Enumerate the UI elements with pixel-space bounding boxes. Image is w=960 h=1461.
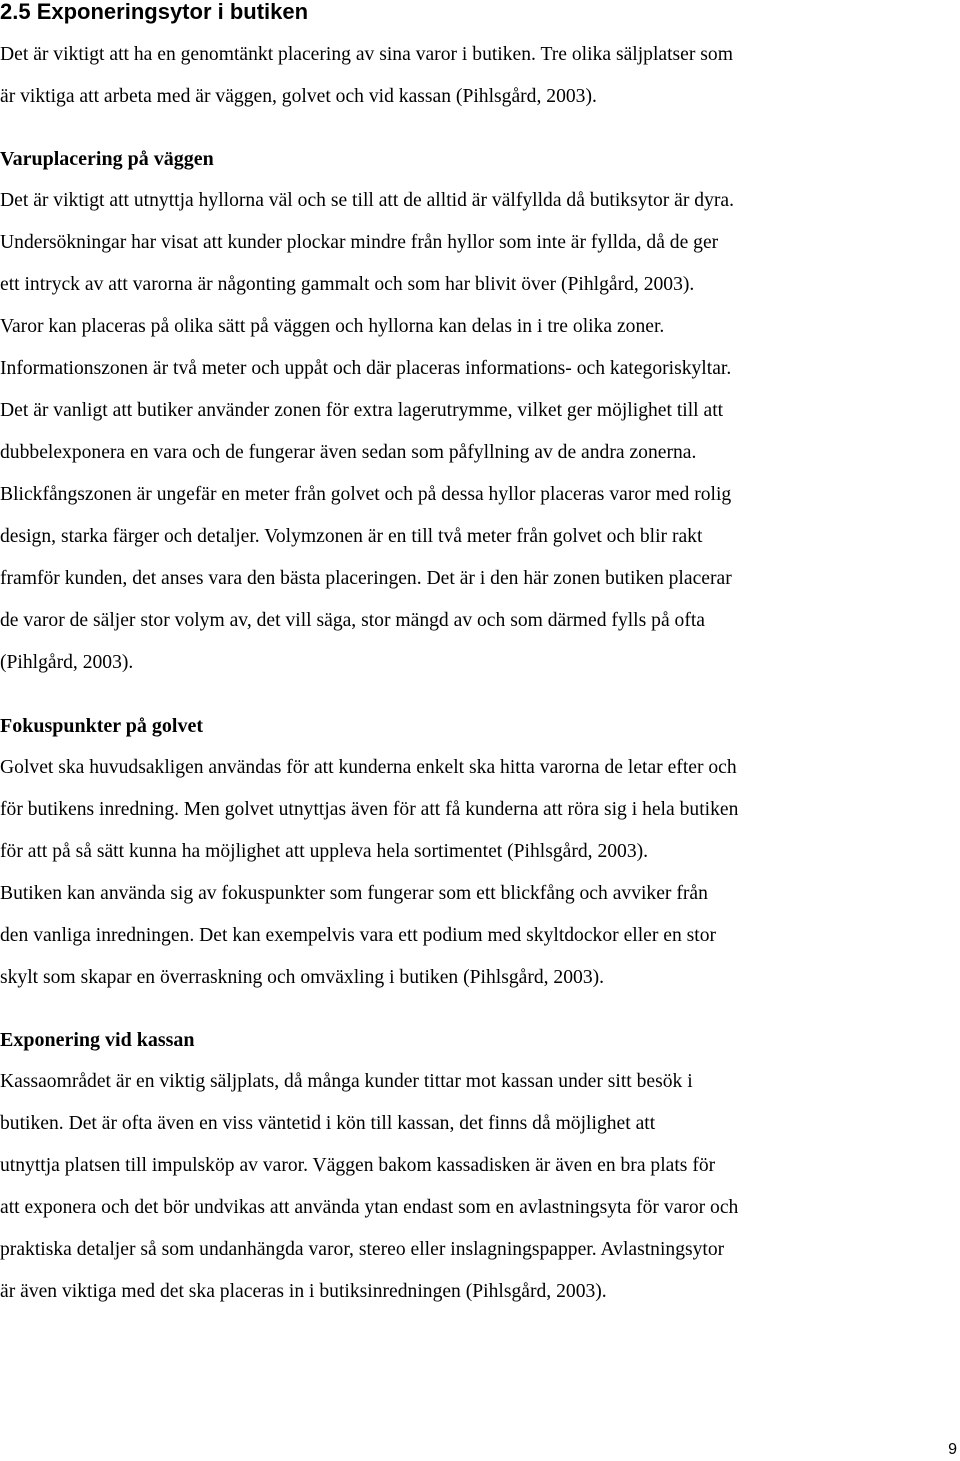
- floor-line: skylt som skapar en överraskning och omväxling i butiken (Pihlsgård, 2003).: [0, 967, 605, 988]
- wall-line: Undersökningar har visat att kunder plockar mindre från hyllor som inte är fyllda, då de ger: [0, 232, 719, 253]
- checkout-heading: Exponering vid kassan: [0, 1029, 195, 1051]
- floor-line: Butiken kan använda sig av fokuspunkter som fungerar som ett blickfång och avviker från: [0, 883, 708, 904]
- checkout-line: praktiska detaljer så som undanhängda varor, stereo eller inslagningspapper. Avlastningsytor: [0, 1239, 725, 1260]
- wall-line: design, starka färger och detaljer. Volymzonen är en till två meter från golvet och blir rakt: [0, 526, 703, 547]
- intro-line: är viktiga att arbeta med är väggen, golvet och vid kassan (Pihlsgård, 2003).: [0, 86, 597, 107]
- wall-line: (Pihlgård, 2003).: [0, 652, 134, 673]
- checkout-line: butiken. Det är ofta även en viss väntetid i kön till kassan, det finns då möjlighet att: [0, 1113, 656, 1134]
- intro-line: Det är viktigt att ha en genomtänkt placering av sina varor i butiken. Tre olika säljplatser som: [0, 44, 733, 65]
- checkout-line: att exponera och det bör undvikas att använda ytan endast som en avlastningsyta för varor och: [0, 1197, 739, 1218]
- wall-line: Blickfångszonen är ungefär en meter från golvet och på dessa hyllor placeras varor med rolig: [0, 484, 732, 505]
- wall-line: Varor kan placeras på olika sätt på väggen och hyllorna kan delas in i tre olika zoner.: [0, 316, 665, 337]
- floor-line: för att på så sätt kunna ha möjlighet att uppleva hela sortimentet (Pihlsgård, 2003).: [0, 841, 649, 862]
- wall-line: Informationszonen är två meter och uppåt och där placeras informations- och kategoriskyltar.: [0, 358, 732, 379]
- wall-line: dubbelexponera en vara och de fungerar även sedan som påfyllning av de andra zonerna.: [0, 442, 697, 463]
- floor-line: för butikens inredning. Men golvet utnyttjas även för att få kunderna att röra sig i hela butiken: [0, 799, 739, 820]
- checkout-line: Kassaområdet är en viktig säljplats, då många kunder tittar mot kassan under sitt besök i: [0, 1071, 693, 1092]
- wall-line: Det är vanligt att butiker använder zonen för extra lagerutrymme, vilket ger möjlighet till att: [0, 400, 724, 421]
- wall-line: Det är viktigt att utnyttja hyllorna väl och se till att de alltid är välfyllda då butiksytor är dyra.: [0, 190, 735, 211]
- wall-line: ett intryck av att varorna är någonting gammalt och som har blivit över (Pihlgård, 2003).: [0, 274, 695, 295]
- page-number: 9: [948, 1441, 957, 1458]
- floor-line: Golvet ska huvudsakligen användas för att kunderna enkelt ska hitta varorna de letar efter och: [0, 757, 737, 778]
- checkout-line: utnyttja platsen till impulsköp av varor. Väggen bakom kassadisken är även en bra plats för: [0, 1155, 716, 1176]
- floor-line: den vanliga inredningen. Det kan exempelvis vara ett podium med skyltdockor eller en stor: [0, 925, 717, 946]
- wall-heading: Varuplacering på väggen: [0, 148, 214, 170]
- checkout-line: är även viktiga med det ska placeras in i butiksinredningen (Pihlsgård, 2003).: [0, 1281, 607, 1302]
- wall-line: de varor de säljer stor volym av, det vill säga, stor mängd av och som därmed fylls på ofta: [0, 610, 706, 631]
- wall-line: framför kunden, det anses vara den bästa placeringen. Det är i den här zonen butiken placerar: [0, 568, 732, 589]
- floor-heading: Fokuspunkter på golvet: [0, 715, 204, 737]
- section-heading: 2.5 Exponeringsytor i butiken: [0, 0, 309, 24]
